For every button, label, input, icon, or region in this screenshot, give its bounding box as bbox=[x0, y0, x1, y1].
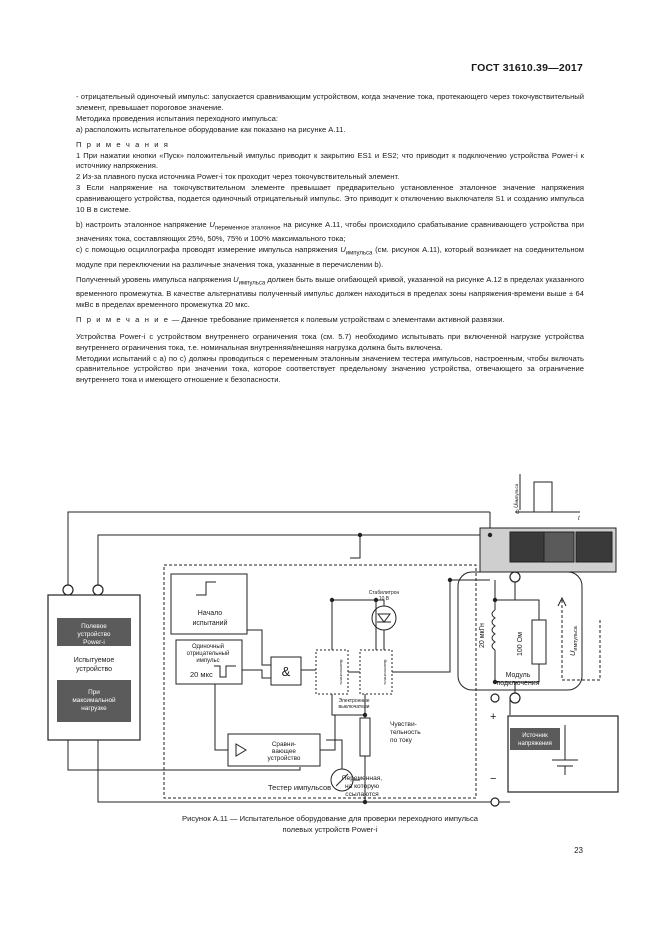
var-ref-3: ссылаются bbox=[345, 791, 379, 798]
pulse-duration: 20 мкс bbox=[190, 670, 213, 679]
es2-label: Выключатель bbox=[383, 659, 388, 685]
sensitivity-2: тельность bbox=[390, 729, 421, 736]
zener-2: 10 В bbox=[378, 596, 390, 602]
sensitivity-1: Чувстви- bbox=[390, 721, 417, 728]
inductor-label: 20 мкГн bbox=[479, 623, 486, 648]
paragraph: а) расположить испытательное оборудование как показано на рисунке А.11. bbox=[76, 124, 346, 134]
paragraph: Методики испытаний с а) по с) должны проводиться с переменным эталонным значением тестера импульсов, настроенным, чтобы включать сравнительное устройство при значении тока, которое соответствует предельному значению устройства, отвечающего за ограничение внутреннего тока и имеющего отношение к безопасности. bbox=[76, 353, 584, 385]
field-device-text-1: Полевое bbox=[81, 623, 107, 630]
paragraph: Устройства Power-i с устройством внутреннего ограничения тока (см. 5.7) необходимо испытывать при включенной нагрузке устройства внутреннего ограничения тока, т.е. номинальная внутренняя/внешняя нагрузка должна быть включена. bbox=[76, 331, 584, 352]
module-label-1: Модуль bbox=[505, 672, 531, 679]
field-device-text-2: устройство bbox=[77, 631, 111, 638]
osc-t-label: t bbox=[578, 516, 580, 522]
note: П р и м е ч а н и е — Данное требование применяется к полевым устройствам с элементами активной развязки. bbox=[76, 314, 505, 324]
single-pulse-1: Одиночный bbox=[191, 644, 225, 650]
body-text bbox=[76, 92, 584, 386]
switches-2: выключатели bbox=[338, 704, 370, 710]
figure-caption: Рисунок А.11 — Испытательное оборудование для проверки переходного импульса полевых устройств Power-i bbox=[182, 814, 478, 834]
max-load-3: нагрузке bbox=[81, 705, 107, 712]
tester-label: Тестер импульсов bbox=[268, 783, 332, 792]
field-device-text-3: Power-i bbox=[83, 639, 105, 646]
and-gate-label: & bbox=[281, 664, 291, 679]
start-label-2: испытаний bbox=[192, 620, 228, 627]
zener-1: Стабилитрон bbox=[368, 590, 400, 596]
note: 2 Из-за плавного пуска источника Power-i ток проходит через токочувствительный элемент. bbox=[76, 172, 400, 182]
sensitivity-3: по току bbox=[390, 737, 412, 744]
voltage-source-1: Источник bbox=[522, 733, 548, 739]
dut-label-2: устройство bbox=[75, 666, 113, 673]
single-pulse-2: отрицательный bbox=[186, 651, 230, 657]
osc-u-label: Uимпульса bbox=[514, 483, 520, 508]
note: 1 При нажатии кнопки «Пуск» положительный импульс приводит к закрытию ES1 и ES2; что приводит к подключению устройства Power-i к источнику напряжения. bbox=[76, 150, 584, 171]
resistor-label: 100 Ом bbox=[517, 632, 524, 656]
es1-label: Выключатель bbox=[339, 659, 344, 685]
paragraph: c) с помощью осциллографа проводят измерение импульса напряжения $U_{импульса}$ (см. рисунок А.11), который возникает на соединительном модуле при переключении на различные значения тока, указанные в перечислении b). bbox=[76, 245, 585, 269]
notes-title: П р и м е ч а н и я bbox=[76, 139, 170, 149]
module-label-2: подключения bbox=[496, 680, 540, 687]
plus-label: + bbox=[490, 711, 497, 723]
paragraph: b) настроить эталонное напряжение $U_{переменное эталонное}$ на рисунке А.11, чтобы происходило срабатывание сравнивающего устройства при значениях тока, составляющих 25%, 50%, 75% и 100% максимального тока; bbox=[76, 219, 584, 244]
page-number: 23 bbox=[574, 846, 583, 855]
minus-label: − bbox=[490, 773, 497, 785]
paragraph: Методика проведения испытания переходного импульса: bbox=[76, 113, 278, 123]
note: 3 Если напряжение на токочувствительном элементе превышает предварительно установленное эталонное значение напряжения сравнивающего устройства, подается одиночный отрицательный импульс. Это приводит к отключению выключателя S1 и созданию импульса 10 В в системе. bbox=[76, 183, 584, 215]
comparator-2: вающее bbox=[272, 748, 296, 755]
figure-a11 bbox=[40, 470, 620, 810]
switches-1: Электронные bbox=[338, 698, 370, 704]
comparator-1: Сравни- bbox=[271, 741, 297, 748]
paragraph: - отрицательный одиночный импульс: запускается сравнивающим устройством, когда значение тока, протекающего через токочувствительный элемент, превышает пороговое значение. bbox=[76, 92, 584, 112]
osc-zero-label: 0 bbox=[516, 510, 520, 516]
var-ref-2: на которую bbox=[344, 783, 380, 790]
paragraph: Полученный уровень импульса напряжения $U_{импульса}$ должен быть выше огибающей кривой, указанной на рисунке А.12 в пределах указанного временного промежутка. В качестве альтернативы полученный импульс должен находиться в пределах зоны напряжения-времени выше ± 64 мкВс в пределах временного промежутка 20 мкс. bbox=[76, 274, 585, 309]
single-pulse-3: импульс bbox=[196, 658, 220, 664]
max-load-2: максимальной bbox=[72, 697, 116, 704]
u-pulse-label: $U_{импульса}$ bbox=[568, 626, 579, 656]
voltage-source-2: напряжения bbox=[518, 741, 552, 747]
standard-header: ГОСТ 31610.39—2017 bbox=[471, 62, 583, 74]
var-ref-1: Переменная, bbox=[341, 775, 383, 782]
dut-label-1: Испытуемое bbox=[73, 657, 115, 664]
start-label-1: Начало bbox=[197, 610, 223, 617]
comparator-3: устройство bbox=[267, 755, 301, 762]
max-load-1: При bbox=[88, 689, 100, 696]
